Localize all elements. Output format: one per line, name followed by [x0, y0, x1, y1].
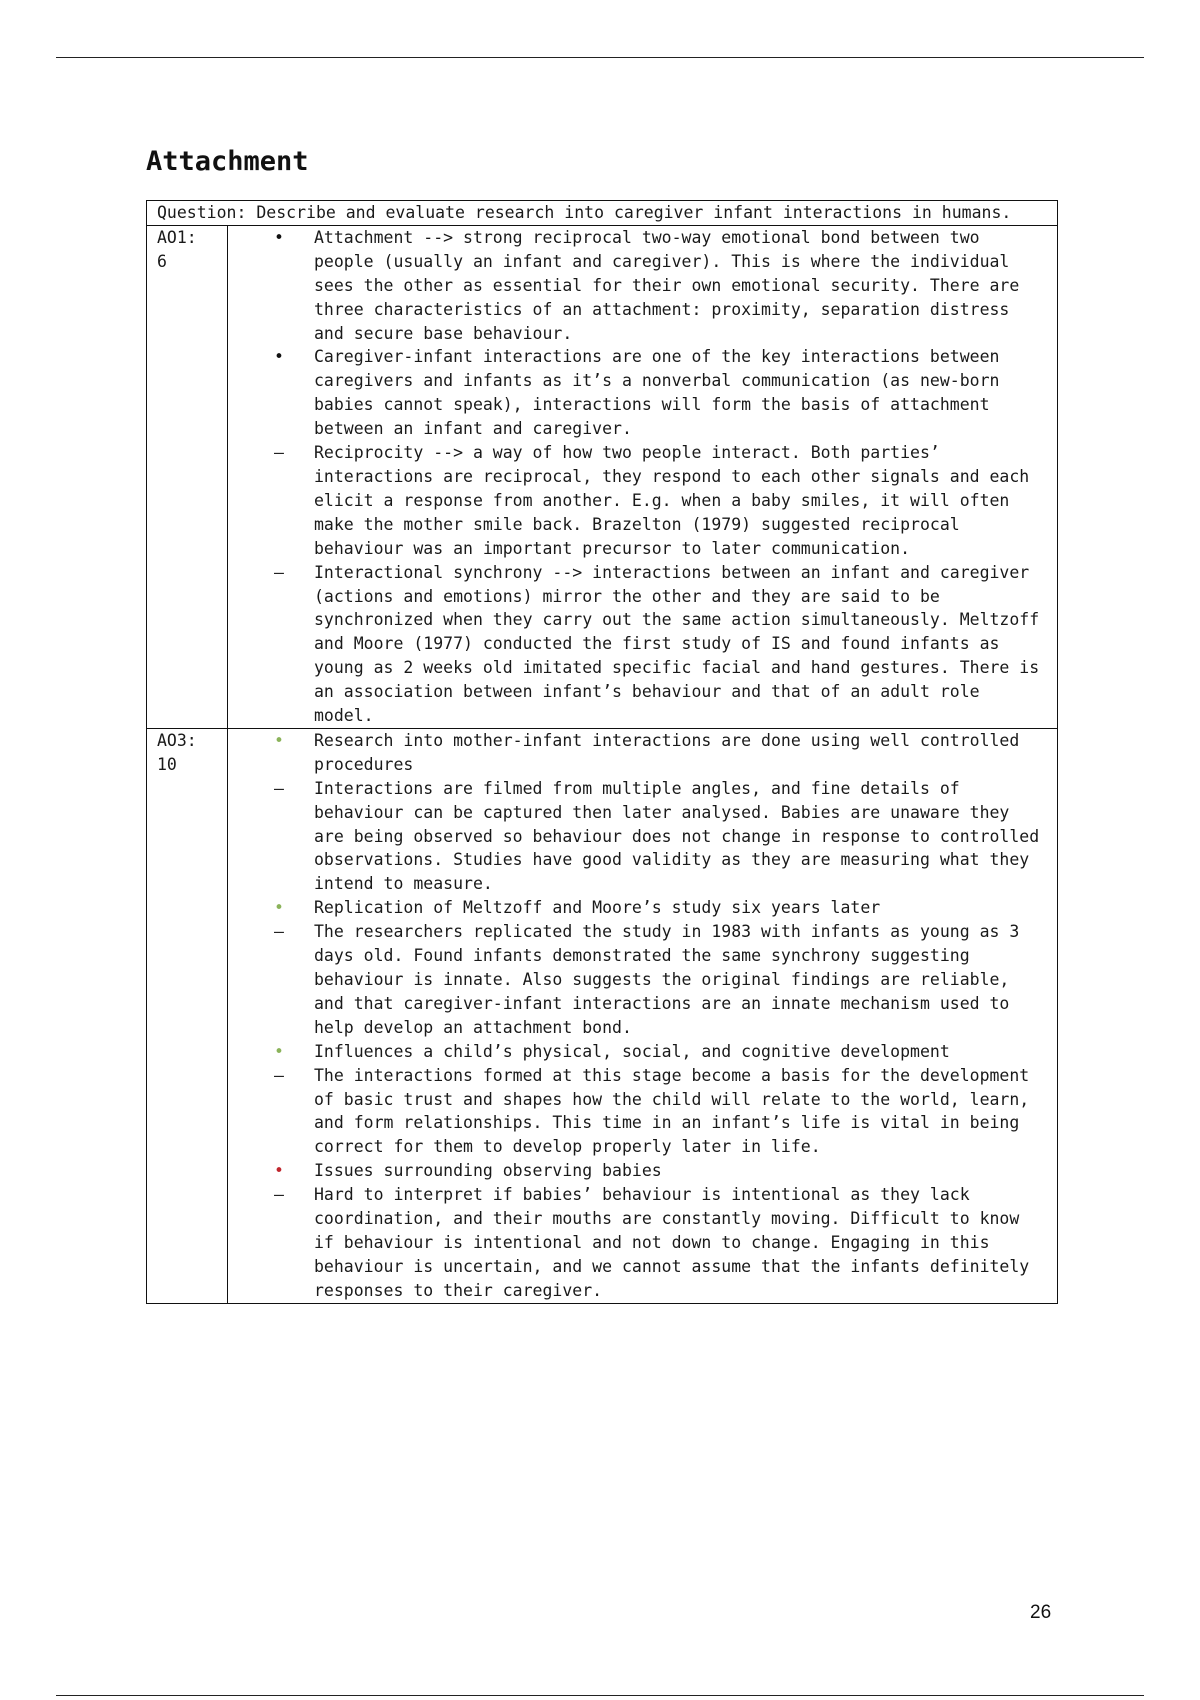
point-text: Research into mother-infant interactions are done using well controlled procedures	[314, 730, 1020, 774]
question-text: Question: Describe and evaluate research into caregiver infant interactions in humans.	[147, 201, 1058, 226]
ao3-row	[147, 728, 1058, 1303]
bullet-icon: •	[274, 347, 284, 367]
list-item	[228, 1064, 1045, 1160]
ao3-marks: 10	[157, 754, 177, 774]
page-number: 26	[1030, 1602, 1052, 1623]
list-item	[228, 1159, 1045, 1183]
point-text: Influences a child’s physical, social, and cognitive development	[314, 1041, 950, 1061]
page-title: Attachment	[146, 146, 309, 177]
point-text: Caregiver-infant interactions are one of the key interactions between caregivers and infants as it’s a nonverbal communication (as new-born babies cannot speak), interactions will form the basis of attachment between an infant and caregiver.	[314, 347, 1000, 439]
question-row	[147, 201, 1058, 226]
ao1-row	[147, 225, 1058, 728]
dash-icon: –	[274, 1185, 284, 1205]
list-item	[228, 1040, 1045, 1064]
strength-bullet-icon: •	[274, 1041, 284, 1061]
dash-icon: –	[274, 443, 284, 463]
ao3-label-cell	[147, 728, 228, 1303]
ao3-label: AO3:	[157, 730, 197, 750]
list-item	[228, 1183, 1045, 1303]
bullet-icon: •	[274, 227, 284, 247]
dash-icon: –	[274, 562, 284, 582]
strength-bullet-icon: •	[274, 898, 284, 918]
strength-bullet-icon: •	[274, 730, 284, 750]
ao1-label-cell	[147, 225, 228, 728]
list-item	[228, 920, 1045, 1040]
point-text: Reciprocity --> a way of how two people interact. Both parties’ interactions are reciprocal, they respond to each other signals and each elicit a response from another. E.g. when a baby smiles, it will often make the mother smile back. Brazelton (1979) suggested reciprocal behaviour was an important precursor to later communication.	[314, 443, 1030, 558]
ao3-content	[228, 728, 1058, 1303]
list-item	[228, 896, 1045, 920]
list-item	[228, 777, 1045, 897]
ao1-marks: 6	[157, 251, 167, 271]
ao1-label: AO1:	[157, 227, 197, 247]
point-text: Hard to interpret if babies’ behaviour is intentional as they lack coordination, and their mouths are constantly moving. Difficult to know if behaviour is intentional and not down to change. Engaging in this behaviour is uncertain, and we cannot assume that the infants definitely responses to their caregiver.	[314, 1185, 1030, 1300]
dash-icon: –	[274, 922, 284, 942]
point-text: Interactional synchrony --> interactions between an infant and caregiver (actions and emotions) mirror the other and they are said to be synchronized when they carry out the same action simultaneously. Meltzoff and Moore (1977) conducted the first study of IS and found infants as young as 2 weeks old imitated specific facial and hand gestures. There is an association between infant’s behaviour and that of an adult role model.	[314, 562, 1040, 726]
footer-rule	[56, 1695, 1144, 1696]
list-item	[228, 561, 1045, 728]
point-text: Issues surrounding observing babies	[314, 1161, 662, 1181]
list-item	[228, 226, 1045, 346]
point-text: Replication of Meltzoff and Moore’s study six years later	[314, 898, 881, 918]
list-item	[228, 729, 1045, 777]
dash-icon: –	[274, 778, 284, 798]
point-text: Interactions are filmed from multiple angles, and fine details of behaviour can be captured then later analysed. Babies are unaware they are being observed so behaviour does not change in response to controlled observations. Studies have good validity as they are measuring what they intend to measure.	[314, 778, 1040, 894]
point-text: The interactions formed at this stage become a basis for the development of basic trust and shapes how the child will relate to the world, learn, and form relationships. This time in an infant’s life is vital in being correct for them to develop properly later in life.	[314, 1065, 1030, 1157]
point-text: The researchers replicated the study in 1983 with infants as young as 3 days old. Found infants demonstrated the same synchrony suggesting behaviour is innate. Also suggests the original findings are reliable, and that caregiver-infant interactions are an innate mechanism used to help develop an attachment bond.	[314, 922, 1020, 1037]
weakness-bullet-icon: •	[274, 1161, 284, 1181]
question-table	[146, 200, 1058, 1304]
ao3-point-list	[228, 729, 1045, 1303]
ao1-content	[228, 225, 1058, 728]
list-item	[228, 441, 1045, 561]
dash-icon: –	[274, 1065, 284, 1085]
header-rule	[56, 57, 1144, 58]
point-text: Attachment --> strong reciprocal two-way emotional bond between two people (usually an infant and caregiver). This is where the individual sees the other as essential for their own emotional security. There are three characteristics of an attachment: proximity, separation distress and secure base behaviour.	[314, 227, 1020, 343]
list-item	[228, 345, 1045, 441]
ao1-point-list	[228, 226, 1045, 728]
